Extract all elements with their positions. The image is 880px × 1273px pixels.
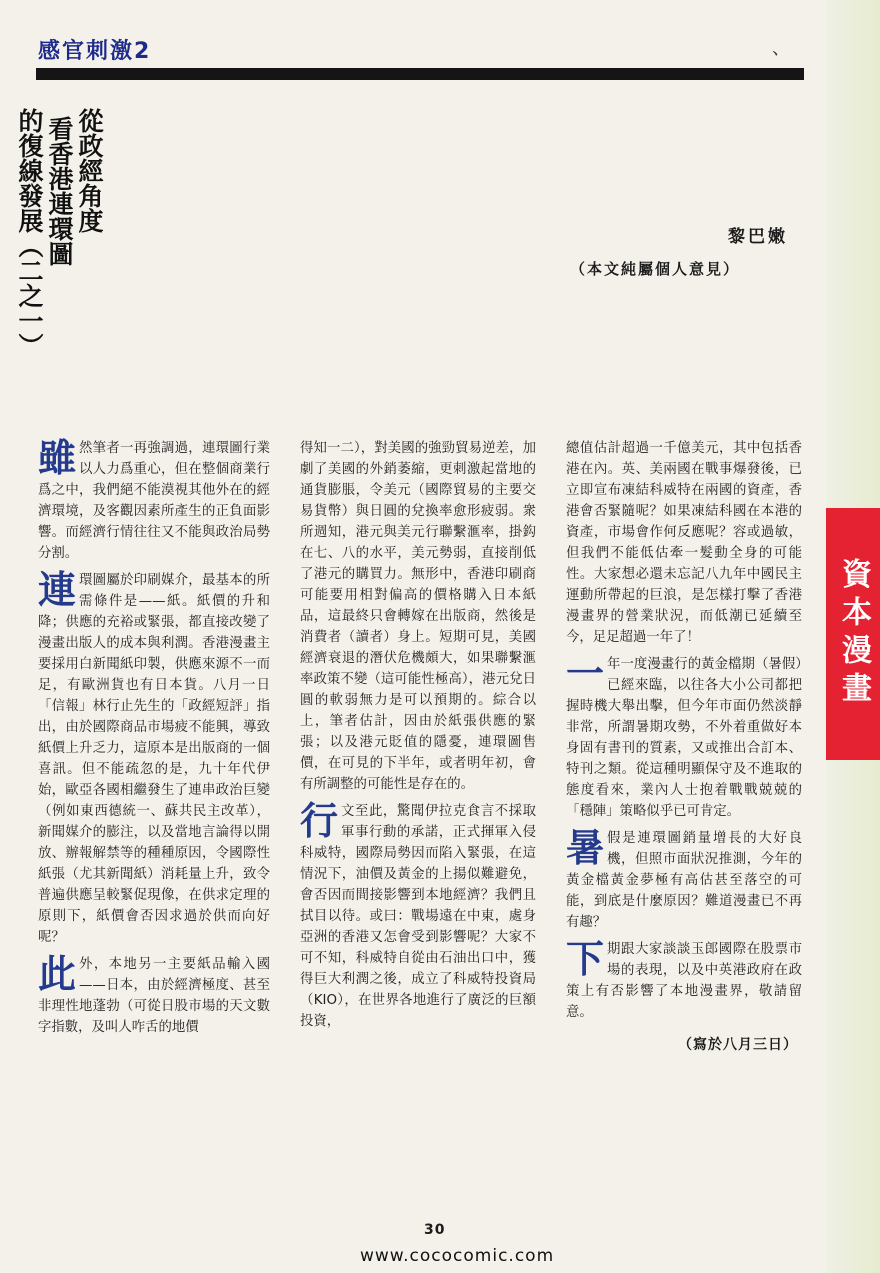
page-edge: [826, 760, 880, 1273]
paragraph-text: 總值估計超過一千億美元，其中包括香港在內。英、美兩國在戰事爆發後，已立即宣布凍結科威特在兩國的資產，香港會否緊隨呢？如果凍結科國在本港的資產，市場會作何反應呢？容或過敏，但我們不能低估牽一髮動全身的可能性。大家想必還未忘記八九年中國民主運動所帶起的巨浪，是怎樣打擊了香港漫畫界的營業狀況，而低潮已延續至今，足足超過一年了！: [566, 441, 802, 645]
paragraph: [300, 438, 536, 795]
drop-cap: 連: [38, 567, 77, 612]
text-column-1: [38, 435, 270, 1044]
paragraph-text: 得知一二），對美國的強勁貿易逆差，加劇了美國的外銷萎縮，更刺激起當地的通貨膨脹，令美元（國際貿易的主要交易貨幣）與日圓的兌換率愈形疲弱。衆所週知，港元與美元行聯繫滙率，掛鈎在七、八的水平，美元勢弱，直接削低了港元的購買力。無形中，香港印刷商可能要用相對偏高的價格購入日本紙品，這最終只會轉嫁在出版商，然後是消費者（讀者）身上。短期可見，美國經濟衰退的潛伏危機頗大，如果聯繫滙率政策不變（這可能性極高），港元兌日圓的軟弱無力是可以預期的。綜合以上，筆者估計，因由於紙張供應的緊張；以及港元貶值的隱憂，連環圖售價，在可見的下半年，或者明年初，會有所調整的可能性是存在的。: [300, 441, 536, 792]
paragraph: [38, 435, 270, 564]
text-column-3: [566, 438, 802, 1029]
paragraph-text: 文至此，驚聞伊拉克食言不採取軍事行動的承諾，正式揮軍入侵科威特，國際局勢因而陷入緊張，在這情況下，油價及黃金的上揚似難避免，會否因而間接影響到本地經濟？我們且拭目以待。或曰：戰場遠在中東，處身亞洲的香港又怎會受到影響呢？大家不可不知，科威特自從由石油出口中，獲得巨大利潤之後，成立了科威特投資局（KIO），在世界各地進行了廣泛的巨額投資，: [300, 804, 536, 1029]
date-written: （寫於八月三日）: [678, 1037, 798, 1053]
section-title: 感官刺激2: [38, 39, 152, 64]
paragraph: [566, 825, 802, 933]
paragraph: [38, 951, 270, 1038]
article-title: [14, 108, 104, 408]
page-number: 30: [424, 1222, 446, 1238]
drop-cap: 此: [38, 951, 77, 996]
drop-cap: 一: [566, 651, 605, 696]
author-name: 黎巴嫩: [728, 227, 788, 247]
page-edge: [826, 0, 880, 508]
title-line: 看香港連環圖: [45, 116, 74, 266]
paragraph-text: 年一度漫畫行的黃金檔期（暑假）已經來臨，以往各大小公司都把握時機大舉出擊，但今年市面仍然淡靜非常，所謂暑期攻勢，不外着重做好本身固有書刊的質素，又或推出合訂本、特刊之類。從這種明顯保守及不進取的態度看來，業內人士抱着戰戰兢兢的「穩陣」策略似乎已可肯定。: [566, 657, 802, 819]
paragraph: [566, 936, 802, 1023]
watermark: www.cococomic.com: [360, 1246, 555, 1266]
paragraph: [300, 798, 536, 1032]
header-mark: 、: [772, 38, 790, 59]
paragraph-text: 期跟大家談談玉郎國際在股票市場的表現，以及中英港政府在政策上有否影響了本地漫畫界，敬請留意。: [566, 942, 802, 1020]
paragraph-text: 然筆者一再強調過，連環圖行業以人力爲重心，但在整個商業行爲之中，我們絕不能漠視其他外在的經濟環境，及客觀因素所產生的正負面影響。而經濟行情往往又不能與政治局勢分割。: [38, 441, 270, 561]
drop-cap: 暑: [566, 825, 605, 870]
paragraph: [566, 651, 802, 822]
text-column-2: [300, 438, 536, 1038]
title-line: 的復線發展（二之一）: [15, 108, 44, 358]
disclaimer: （本文純屬個人意見）: [570, 260, 741, 278]
drop-cap: 雖: [38, 435, 77, 480]
drop-cap: 行: [300, 798, 339, 843]
paragraph-text: 環圖屬於印刷媒介，最基本的所需條件是——紙。紙價的升和降；供應的充裕或緊張，都直接改變了漫畫出版人的成本與利潤。香港漫畫主要採用白新聞紙印製，供應來源不一而足，有歐洲貨也有日本貨。八月一日「信報」林行止先生的「政經短評」指出，由於國際商品市場疲不能興，導致紙價上升乏力，這原本是出版商的一個喜訊。但不能疏忽的是，九十年代伊始，歐亞各國相繼發生了連串政治巨變（例如東西德統一、蘇共民主改革），新聞媒介的膨注，以及當地言論得以開放、辦報解禁等的種種原因，令國際性紙張（尤其新聞紙）消耗量上升，致令普遍供應呈較緊促現像，在供求定理的原則下，紙價會否因求過於供而向好呢？: [38, 573, 270, 945]
drop-cap: 下: [566, 936, 605, 981]
section-side-tab: 資本漫畫: [826, 508, 880, 760]
paragraph: [566, 438, 802, 648]
paragraph: [38, 567, 270, 948]
title-line: 從政經角度: [75, 108, 104, 233]
paragraph-text: 外，本地另一主要紙品輸入國——日本，由於經濟極度、甚至非理性地蓬勃（可從日股市場的天文數字指數，及叫人咋舌的地價: [38, 957, 270, 1035]
paragraph-text: 假是連環圖銷量增長的大好良機，但照市面狀況推測，今年的黃金檔黃金夢極有高估甚至落空的可能，到底是什麼原因？難道漫畫已不再有趣？: [566, 831, 802, 930]
header-rule: [36, 68, 804, 80]
